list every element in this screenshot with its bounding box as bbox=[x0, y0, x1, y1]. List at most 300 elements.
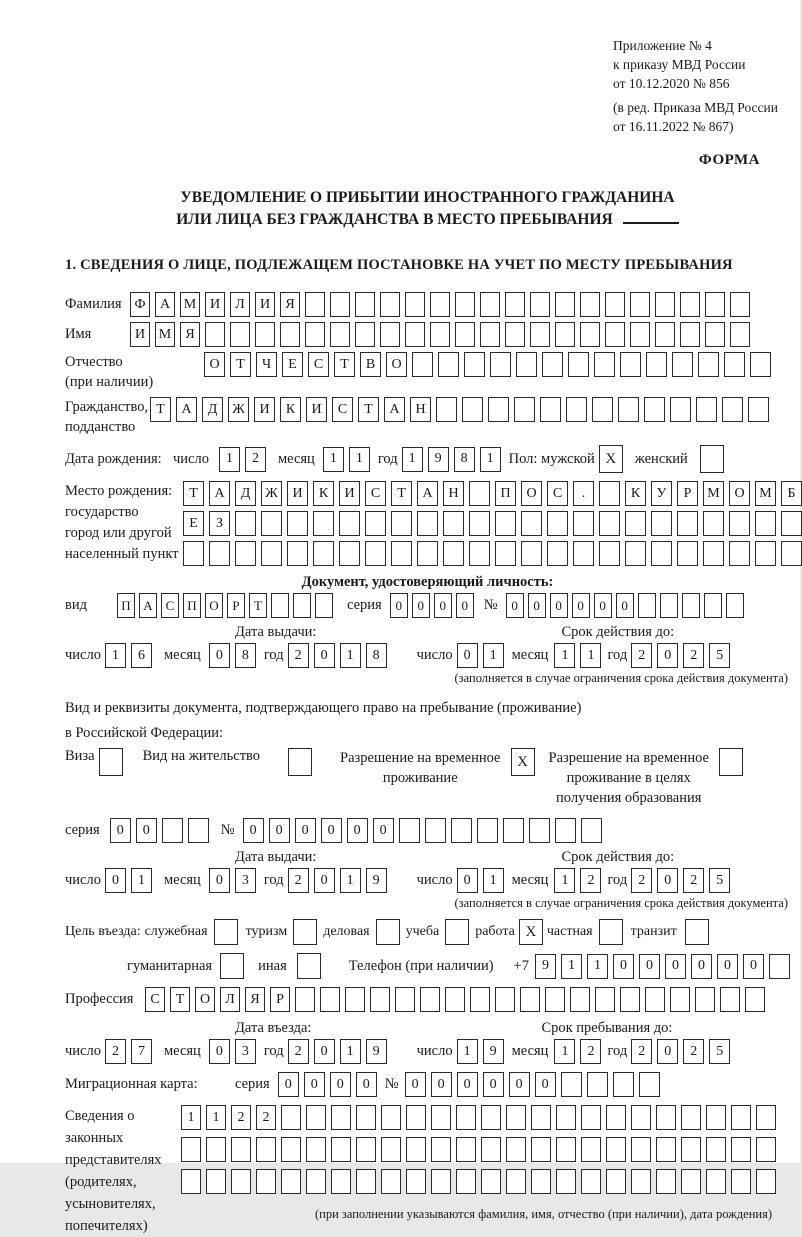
form-cell[interactable] bbox=[281, 1169, 301, 1194]
form-cell[interactable] bbox=[481, 1169, 501, 1194]
form-cell[interactable] bbox=[625, 511, 646, 536]
form-cell[interactable]: 2 bbox=[683, 868, 704, 893]
form-cell[interactable] bbox=[568, 352, 589, 377]
form-cell[interactable] bbox=[255, 322, 275, 347]
form-cell[interactable] bbox=[620, 987, 640, 1012]
form-cell[interactable] bbox=[605, 322, 625, 347]
form-cell[interactable] bbox=[731, 1105, 751, 1130]
form-cell[interactable] bbox=[756, 1137, 776, 1162]
form-cell[interactable] bbox=[287, 511, 308, 536]
form-cell[interactable] bbox=[443, 541, 464, 566]
form-cell[interactable]: П bbox=[183, 593, 201, 618]
form-cell[interactable]: К bbox=[313, 481, 334, 506]
form-cell[interactable]: 3 bbox=[235, 1039, 256, 1064]
form-cell[interactable] bbox=[599, 511, 620, 536]
form-cell[interactable]: 0 bbox=[373, 818, 394, 843]
form-cell[interactable]: 0 bbox=[431, 1072, 452, 1097]
form-cell[interactable] bbox=[405, 322, 425, 347]
form-cell[interactable]: О bbox=[205, 593, 223, 618]
form-cell[interactable] bbox=[306, 1105, 326, 1130]
form-cell[interactable]: Ж bbox=[261, 481, 282, 506]
form-cell[interactable]: 5 bbox=[709, 868, 730, 893]
form-cell[interactable] bbox=[618, 397, 639, 422]
form-cell[interactable] bbox=[391, 541, 412, 566]
form-cell[interactable]: 0 bbox=[105, 868, 126, 893]
form-cell[interactable] bbox=[462, 397, 483, 422]
form-cell[interactable]: Д bbox=[202, 397, 223, 422]
form-cell[interactable] bbox=[281, 1105, 301, 1130]
form-cell[interactable]: И bbox=[254, 397, 275, 422]
form-cell[interactable]: 0 bbox=[506, 593, 524, 618]
form-cell[interactable]: 0 bbox=[295, 818, 316, 843]
form-cell[interactable] bbox=[235, 511, 256, 536]
form-cell[interactable] bbox=[406, 1105, 426, 1130]
form-cell[interactable] bbox=[235, 541, 256, 566]
form-cell[interactable]: 2 bbox=[631, 1039, 652, 1064]
purpose-study-checkbox[interactable] bbox=[445, 919, 469, 945]
form-cell[interactable] bbox=[206, 1137, 226, 1162]
form-cell[interactable] bbox=[293, 593, 311, 618]
form-cell[interactable] bbox=[680, 322, 700, 347]
form-cell[interactable] bbox=[606, 1137, 626, 1162]
form-cell[interactable] bbox=[745, 987, 765, 1012]
form-cell[interactable]: И bbox=[339, 481, 360, 506]
form-cell[interactable] bbox=[631, 1137, 651, 1162]
form-cell[interactable]: 0 bbox=[243, 818, 264, 843]
purpose-private-checkbox[interactable] bbox=[599, 919, 623, 945]
form-cell[interactable]: 0 bbox=[717, 954, 738, 979]
form-cell[interactable]: 2 bbox=[683, 643, 704, 668]
form-cell[interactable]: 1 bbox=[340, 1039, 361, 1064]
form-cell[interactable]: 0 bbox=[457, 643, 478, 668]
form-cell[interactable] bbox=[724, 352, 745, 377]
form-cell[interactable] bbox=[530, 322, 550, 347]
form-cell[interactable] bbox=[606, 1105, 626, 1130]
form-cell[interactable]: И bbox=[306, 397, 327, 422]
form-cell[interactable] bbox=[399, 818, 420, 843]
form-cell[interactable]: И bbox=[130, 322, 150, 347]
form-cell[interactable]: . bbox=[573, 481, 594, 506]
form-cell[interactable]: 9 bbox=[535, 954, 556, 979]
form-cell[interactable] bbox=[645, 987, 665, 1012]
form-cell[interactable] bbox=[769, 954, 790, 979]
form-cell[interactable] bbox=[331, 1169, 351, 1194]
form-cell[interactable] bbox=[420, 987, 440, 1012]
form-cell[interactable] bbox=[380, 292, 400, 317]
form-cell[interactable] bbox=[231, 1169, 251, 1194]
form-cell[interactable]: 2 bbox=[631, 643, 652, 668]
form-cell[interactable] bbox=[281, 1137, 301, 1162]
form-cell[interactable] bbox=[651, 511, 672, 536]
form-cell[interactable] bbox=[755, 511, 776, 536]
form-cell[interactable] bbox=[380, 322, 400, 347]
form-cell[interactable]: 5 bbox=[709, 1039, 730, 1064]
form-cell[interactable]: Т bbox=[230, 352, 251, 377]
form-cell[interactable]: 0 bbox=[665, 954, 686, 979]
form-cell[interactable]: О bbox=[195, 987, 215, 1012]
form-cell[interactable]: А bbox=[155, 292, 175, 317]
form-cell[interactable] bbox=[530, 292, 550, 317]
form-cell[interactable]: 0 bbox=[483, 1072, 504, 1097]
form-cell[interactable]: 9 bbox=[366, 868, 387, 893]
form-cell[interactable]: 0 bbox=[528, 593, 546, 618]
form-cell[interactable] bbox=[261, 511, 282, 536]
form-cell[interactable]: Т bbox=[249, 593, 267, 618]
form-cell[interactable]: 2 bbox=[580, 868, 601, 893]
form-cell[interactable]: Ф bbox=[130, 292, 150, 317]
form-cell[interactable] bbox=[547, 511, 568, 536]
form-cell[interactable] bbox=[606, 1169, 626, 1194]
form-cell[interactable] bbox=[256, 1137, 276, 1162]
form-cell[interactable]: 0 bbox=[657, 643, 678, 668]
form-cell[interactable]: 0 bbox=[304, 1072, 325, 1097]
form-cell[interactable] bbox=[315, 593, 333, 618]
form-cell[interactable] bbox=[431, 1169, 451, 1194]
form-cell[interactable] bbox=[470, 987, 490, 1012]
form-cell[interactable] bbox=[506, 1137, 526, 1162]
form-cell[interactable] bbox=[356, 1105, 376, 1130]
form-cell[interactable] bbox=[365, 541, 386, 566]
form-cell[interactable] bbox=[573, 541, 594, 566]
form-cell[interactable] bbox=[592, 397, 613, 422]
form-cell[interactable]: 1 bbox=[340, 868, 361, 893]
form-cell[interactable] bbox=[436, 397, 457, 422]
purpose-transit-checkbox[interactable] bbox=[685, 919, 709, 945]
form-cell[interactable]: 0 bbox=[657, 1039, 678, 1064]
form-cell[interactable] bbox=[573, 511, 594, 536]
form-cell[interactable]: С bbox=[161, 593, 179, 618]
form-cell[interactable] bbox=[455, 292, 475, 317]
form-cell[interactable]: С bbox=[365, 481, 386, 506]
form-cell[interactable] bbox=[521, 511, 542, 536]
form-cell[interactable]: Р bbox=[677, 481, 698, 506]
form-cell[interactable] bbox=[481, 1105, 501, 1130]
form-cell[interactable]: Р bbox=[270, 987, 290, 1012]
form-cell[interactable]: Д bbox=[235, 481, 256, 506]
form-cell[interactable]: 1 bbox=[554, 868, 575, 893]
form-cell[interactable] bbox=[451, 818, 472, 843]
form-cell[interactable] bbox=[469, 541, 490, 566]
form-cell[interactable] bbox=[162, 818, 183, 843]
form-cell[interactable]: Т bbox=[391, 481, 412, 506]
form-cell[interactable] bbox=[695, 987, 715, 1012]
form-cell[interactable]: К bbox=[280, 397, 301, 422]
form-cell[interactable]: 0 bbox=[314, 868, 335, 893]
form-cell[interactable] bbox=[330, 322, 350, 347]
form-cell[interactable] bbox=[320, 987, 340, 1012]
form-cell[interactable] bbox=[280, 322, 300, 347]
form-cell[interactable] bbox=[406, 1169, 426, 1194]
form-cell[interactable] bbox=[720, 987, 740, 1012]
form-cell[interactable]: 2 bbox=[256, 1105, 276, 1130]
form-cell[interactable] bbox=[188, 818, 209, 843]
form-cell[interactable]: 0 bbox=[405, 1072, 426, 1097]
form-cell[interactable] bbox=[656, 1105, 676, 1130]
form-cell[interactable] bbox=[481, 1137, 501, 1162]
form-cell[interactable]: Е bbox=[282, 352, 303, 377]
form-cell[interactable] bbox=[698, 352, 719, 377]
form-cell[interactable] bbox=[339, 511, 360, 536]
form-cell[interactable]: 0 bbox=[457, 1072, 478, 1097]
sex-male-checkbox[interactable]: X bbox=[599, 445, 623, 473]
form-cell[interactable] bbox=[405, 292, 425, 317]
form-cell[interactable] bbox=[704, 593, 722, 618]
purpose-tourism-checkbox[interactable] bbox=[293, 919, 317, 945]
form-cell[interactable] bbox=[670, 987, 690, 1012]
form-cell[interactable] bbox=[631, 1169, 651, 1194]
form-cell[interactable] bbox=[339, 541, 360, 566]
form-cell[interactable] bbox=[706, 1169, 726, 1194]
form-cell[interactable]: 1 bbox=[402, 447, 423, 472]
form-cell[interactable] bbox=[305, 292, 325, 317]
form-cell[interactable]: С bbox=[332, 397, 353, 422]
form-cell[interactable] bbox=[455, 322, 475, 347]
form-cell[interactable]: 1 bbox=[181, 1105, 201, 1130]
form-cell[interactable]: 1 bbox=[131, 868, 152, 893]
form-cell[interactable] bbox=[729, 541, 750, 566]
form-cell[interactable]: 1 bbox=[323, 447, 344, 472]
form-cell[interactable] bbox=[205, 322, 225, 347]
form-cell[interactable]: 0 bbox=[572, 593, 590, 618]
form-cell[interactable] bbox=[756, 1169, 776, 1194]
form-cell[interactable] bbox=[495, 511, 516, 536]
form-cell[interactable] bbox=[630, 292, 650, 317]
form-cell[interactable] bbox=[438, 352, 459, 377]
form-cell[interactable]: А bbox=[176, 397, 197, 422]
form-cell[interactable]: 1 bbox=[483, 868, 504, 893]
form-cell[interactable] bbox=[514, 397, 535, 422]
form-cell[interactable] bbox=[412, 352, 433, 377]
form-cell[interactable]: 1 bbox=[206, 1105, 226, 1130]
form-cell[interactable] bbox=[681, 1169, 701, 1194]
form-cell[interactable]: И bbox=[255, 292, 275, 317]
form-cell[interactable] bbox=[703, 511, 724, 536]
form-cell[interactable]: 2 bbox=[231, 1105, 251, 1130]
form-cell[interactable] bbox=[306, 1169, 326, 1194]
form-cell[interactable] bbox=[456, 1169, 476, 1194]
form-cell[interactable] bbox=[620, 352, 641, 377]
form-cell[interactable]: Ж bbox=[228, 397, 249, 422]
form-cell[interactable]: П bbox=[117, 593, 135, 618]
form-cell[interactable]: С bbox=[547, 481, 568, 506]
form-cell[interactable]: 0 bbox=[613, 954, 634, 979]
form-cell[interactable] bbox=[706, 1105, 726, 1130]
form-cell[interactable] bbox=[356, 1169, 376, 1194]
form-cell[interactable]: 1 bbox=[219, 447, 240, 472]
form-cell[interactable]: 6 bbox=[131, 643, 152, 668]
form-cell[interactable] bbox=[656, 1137, 676, 1162]
form-cell[interactable] bbox=[677, 541, 698, 566]
form-cell[interactable] bbox=[365, 511, 386, 536]
form-cell[interactable] bbox=[456, 1105, 476, 1130]
form-cell[interactable]: О bbox=[204, 352, 225, 377]
form-cell[interactable] bbox=[756, 1105, 776, 1130]
form-cell[interactable] bbox=[706, 1137, 726, 1162]
form-cell[interactable] bbox=[731, 1137, 751, 1162]
form-cell[interactable]: М bbox=[155, 322, 175, 347]
form-cell[interactable] bbox=[430, 292, 450, 317]
visa-checkbox[interactable] bbox=[99, 748, 123, 776]
form-cell[interactable] bbox=[506, 1169, 526, 1194]
form-cell[interactable]: И bbox=[205, 292, 225, 317]
form-cell[interactable]: Я bbox=[280, 292, 300, 317]
form-cell[interactable] bbox=[469, 481, 490, 506]
form-cell[interactable] bbox=[682, 593, 700, 618]
form-cell[interactable] bbox=[356, 1137, 376, 1162]
form-cell[interactable]: 1 bbox=[580, 643, 601, 668]
form-cell[interactable] bbox=[521, 541, 542, 566]
form-cell[interactable]: С bbox=[308, 352, 329, 377]
form-cell[interactable] bbox=[555, 292, 575, 317]
form-cell[interactable] bbox=[581, 1137, 601, 1162]
form-cell[interactable]: 1 bbox=[561, 954, 582, 979]
form-cell[interactable] bbox=[406, 1137, 426, 1162]
form-cell[interactable] bbox=[605, 292, 625, 317]
form-cell[interactable]: 0 bbox=[314, 1039, 335, 1064]
form-cell[interactable]: 2 bbox=[288, 868, 309, 893]
form-cell[interactable]: 1 bbox=[480, 447, 501, 472]
form-cell[interactable]: 0 bbox=[594, 593, 612, 618]
form-cell[interactable]: 1 bbox=[483, 643, 504, 668]
form-cell[interactable] bbox=[495, 541, 516, 566]
form-cell[interactable]: 0 bbox=[209, 643, 230, 668]
form-cell[interactable]: 0 bbox=[550, 593, 568, 618]
form-cell[interactable] bbox=[425, 818, 446, 843]
form-cell[interactable] bbox=[599, 481, 620, 506]
form-cell[interactable] bbox=[542, 352, 563, 377]
form-cell[interactable]: 1 bbox=[554, 643, 575, 668]
form-cell[interactable]: 3 bbox=[235, 868, 256, 893]
form-cell[interactable] bbox=[731, 1169, 751, 1194]
form-cell[interactable] bbox=[599, 541, 620, 566]
form-cell[interactable] bbox=[256, 1169, 276, 1194]
form-cell[interactable] bbox=[660, 593, 678, 618]
form-cell[interactable]: 0 bbox=[390, 593, 408, 618]
residence-permit-card-checkbox[interactable] bbox=[288, 748, 312, 776]
form-cell[interactable] bbox=[730, 322, 750, 347]
form-cell[interactable]: П bbox=[495, 481, 516, 506]
form-cell[interactable] bbox=[561, 1072, 582, 1097]
form-cell[interactable] bbox=[555, 818, 576, 843]
form-cell[interactable]: М bbox=[180, 292, 200, 317]
form-cell[interactable] bbox=[331, 1137, 351, 1162]
form-cell[interactable] bbox=[431, 1105, 451, 1130]
form-cell[interactable] bbox=[651, 541, 672, 566]
form-cell[interactable] bbox=[381, 1137, 401, 1162]
form-cell[interactable]: К bbox=[625, 481, 646, 506]
form-cell[interactable] bbox=[345, 987, 365, 1012]
form-cell[interactable]: В bbox=[360, 352, 381, 377]
form-cell[interactable]: 0 bbox=[347, 818, 368, 843]
form-cell[interactable] bbox=[726, 593, 744, 618]
form-cell[interactable]: 2 bbox=[245, 447, 266, 472]
purpose-work-checkbox[interactable]: X bbox=[519, 919, 543, 945]
form-cell[interactable]: Р bbox=[227, 593, 245, 618]
form-cell[interactable] bbox=[395, 987, 415, 1012]
form-cell[interactable] bbox=[750, 352, 771, 377]
form-cell[interactable]: 5 bbox=[709, 643, 730, 668]
form-cell[interactable]: А bbox=[417, 481, 438, 506]
form-cell[interactable]: Л bbox=[220, 987, 240, 1012]
form-cell[interactable] bbox=[705, 292, 725, 317]
form-cell[interactable] bbox=[781, 541, 802, 566]
form-cell[interactable] bbox=[495, 987, 515, 1012]
form-cell[interactable] bbox=[464, 352, 485, 377]
form-cell[interactable]: 0 bbox=[278, 1072, 299, 1097]
purpose-humanitarian-checkbox[interactable] bbox=[220, 953, 244, 979]
form-cell[interactable] bbox=[490, 352, 511, 377]
form-cell[interactable] bbox=[672, 352, 693, 377]
form-cell[interactable] bbox=[555, 322, 575, 347]
purpose-business-checkbox[interactable] bbox=[376, 919, 400, 945]
form-cell[interactable] bbox=[313, 541, 334, 566]
form-cell[interactable] bbox=[655, 292, 675, 317]
form-cell[interactable]: 1 bbox=[340, 643, 361, 668]
form-cell[interactable] bbox=[271, 593, 289, 618]
form-cell[interactable]: М bbox=[755, 481, 776, 506]
form-cell[interactable] bbox=[631, 1105, 651, 1130]
form-cell[interactable]: 0 bbox=[209, 1039, 230, 1064]
form-cell[interactable] bbox=[781, 511, 802, 536]
form-cell[interactable] bbox=[503, 818, 524, 843]
form-cell[interactable] bbox=[520, 987, 540, 1012]
form-cell[interactable]: 0 bbox=[136, 818, 157, 843]
form-cell[interactable] bbox=[381, 1105, 401, 1130]
form-cell[interactable] bbox=[580, 322, 600, 347]
form-cell[interactable] bbox=[547, 541, 568, 566]
form-cell[interactable] bbox=[456, 1137, 476, 1162]
form-cell[interactable] bbox=[505, 322, 525, 347]
form-cell[interactable] bbox=[681, 1105, 701, 1130]
form-cell[interactable] bbox=[696, 397, 717, 422]
form-cell[interactable]: 0 bbox=[456, 593, 474, 618]
form-cell[interactable]: 0 bbox=[535, 1072, 556, 1097]
form-cell[interactable]: 0 bbox=[314, 643, 335, 668]
form-cell[interactable] bbox=[639, 1072, 660, 1097]
form-cell[interactable] bbox=[556, 1105, 576, 1130]
form-cell[interactable]: Т bbox=[358, 397, 379, 422]
form-cell[interactable] bbox=[306, 1137, 326, 1162]
form-cell[interactable]: 2 bbox=[288, 1039, 309, 1064]
form-cell[interactable] bbox=[181, 1169, 201, 1194]
form-cell[interactable]: А bbox=[139, 593, 157, 618]
form-cell[interactable] bbox=[330, 292, 350, 317]
form-cell[interactable] bbox=[287, 541, 308, 566]
form-cell[interactable]: 2 bbox=[288, 643, 309, 668]
form-cell[interactable]: 1 bbox=[554, 1039, 575, 1064]
form-cell[interactable] bbox=[580, 292, 600, 317]
form-cell[interactable]: 0 bbox=[356, 1072, 377, 1097]
form-cell[interactable]: 0 bbox=[657, 868, 678, 893]
form-cell[interactable] bbox=[313, 511, 334, 536]
form-cell[interactable] bbox=[638, 593, 656, 618]
form-cell[interactable]: Л bbox=[230, 292, 250, 317]
form-cell[interactable]: 2 bbox=[631, 868, 652, 893]
form-cell[interactable]: 9 bbox=[428, 447, 449, 472]
form-cell[interactable]: Б bbox=[781, 481, 802, 506]
form-cell[interactable]: 0 bbox=[434, 593, 452, 618]
form-cell[interactable] bbox=[613, 1072, 634, 1097]
form-cell[interactable]: М bbox=[703, 481, 724, 506]
form-cell[interactable] bbox=[681, 1137, 701, 1162]
form-cell[interactable]: 0 bbox=[743, 954, 764, 979]
form-cell[interactable] bbox=[506, 1105, 526, 1130]
form-cell[interactable]: Я bbox=[180, 322, 200, 347]
form-cell[interactable] bbox=[331, 1105, 351, 1130]
form-cell[interactable]: 2 bbox=[105, 1039, 126, 1064]
form-cell[interactable]: 0 bbox=[269, 818, 290, 843]
form-cell[interactable]: 0 bbox=[209, 868, 230, 893]
